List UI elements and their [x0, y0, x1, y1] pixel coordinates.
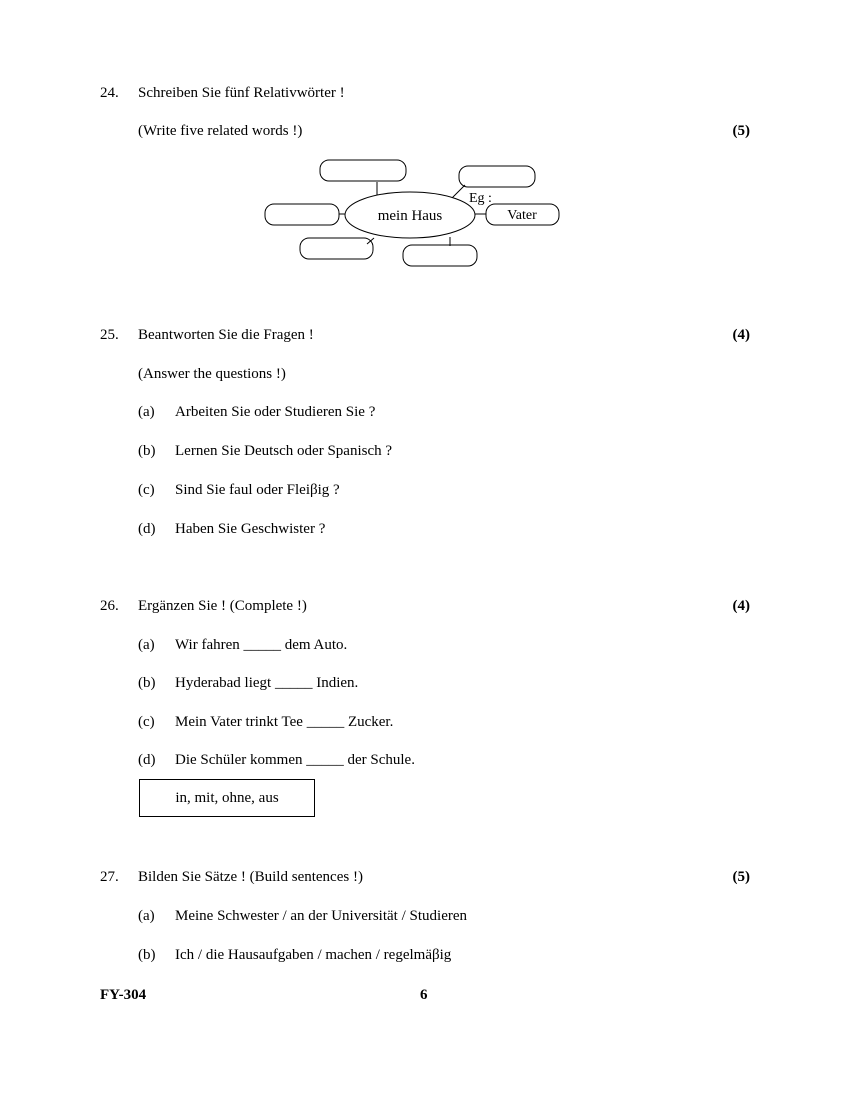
example-word: Vater	[507, 208, 537, 223]
q27-item-label: (a)	[138, 908, 155, 924]
q24-number: 24.	[100, 85, 119, 101]
q26-item-text: Die Schüler kommen _____ der Schule.	[175, 752, 415, 768]
page-number: 6	[420, 987, 428, 1003]
q26-item-text: Mein Vater trinkt Tee _____ Zucker.	[175, 714, 394, 730]
connector-top-right	[452, 185, 465, 198]
blank-box-bottom-right	[403, 245, 477, 266]
q24-text: Schreiben Sie fünf Relativwörter !	[138, 85, 345, 101]
q25-item-text: Lernen Sie Deutsch oder Spanisch ?	[175, 443, 393, 459]
q25-item-text: Arbeiten Sie oder Studieren Sie ?	[175, 404, 376, 420]
q25-translation: (Answer the questions !)	[138, 366, 286, 382]
blank-box-bottom-left	[300, 238, 373, 259]
q25-marks: (4)	[732, 327, 750, 343]
word-box-text: in, mit, ohne, aus	[175, 789, 279, 806]
word-box	[139, 779, 315, 817]
q25-item-label: (c)	[138, 482, 155, 498]
q24-marks: (5)	[732, 123, 750, 139]
q25-item-text: Haben Sie Geschwister ?	[175, 521, 326, 537]
q27-text: Bilden Sie Sätze ! (Build sentences !)	[138, 869, 363, 885]
q27-item-text: Ich / die Hausaufgaben / machen / regelmäβig	[175, 947, 452, 963]
blank-box-top	[320, 160, 406, 181]
blank-box-top-right	[459, 166, 535, 187]
q27-item-text: Meine Schwester / an der Universität / Studieren	[175, 908, 468, 924]
q24-translation: (Write five related words !)	[138, 123, 303, 139]
q25-item-label: (d)	[138, 521, 156, 537]
q27-marks: (5)	[732, 869, 750, 885]
q26-item-label: (b)	[138, 675, 156, 691]
blank-box-left	[265, 204, 339, 225]
q25-number: 25.	[100, 327, 119, 343]
q27-number: 27.	[100, 869, 119, 885]
footer-code: FY-304	[100, 987, 147, 1003]
q25-item-text: Sind Sie faul oder Fleiβig ?	[175, 482, 340, 498]
example-label: Eg :	[469, 191, 492, 206]
q25-item-label: (a)	[138, 404, 155, 420]
q26-item-label: (a)	[138, 637, 155, 653]
q26-item-text: Hyderabad liegt _____ Indien.	[175, 675, 359, 691]
q27-item-label: (b)	[138, 947, 156, 963]
q26-item-text: Wir fahren _____ dem Auto.	[175, 637, 348, 653]
q26-text: Ergänzen Sie ! (Complete !)	[138, 598, 307, 614]
q25-text: Beantworten Sie die Fragen !	[138, 327, 314, 343]
q26-item-label: (c)	[138, 714, 155, 730]
mind-map-diagram	[262, 156, 562, 272]
q26-marks: (4)	[732, 598, 750, 614]
center-label: mein Haus	[377, 208, 443, 224]
q26-number: 26.	[100, 598, 119, 614]
q25-item-label: (b)	[138, 443, 156, 459]
q26-item-label: (d)	[138, 752, 156, 768]
